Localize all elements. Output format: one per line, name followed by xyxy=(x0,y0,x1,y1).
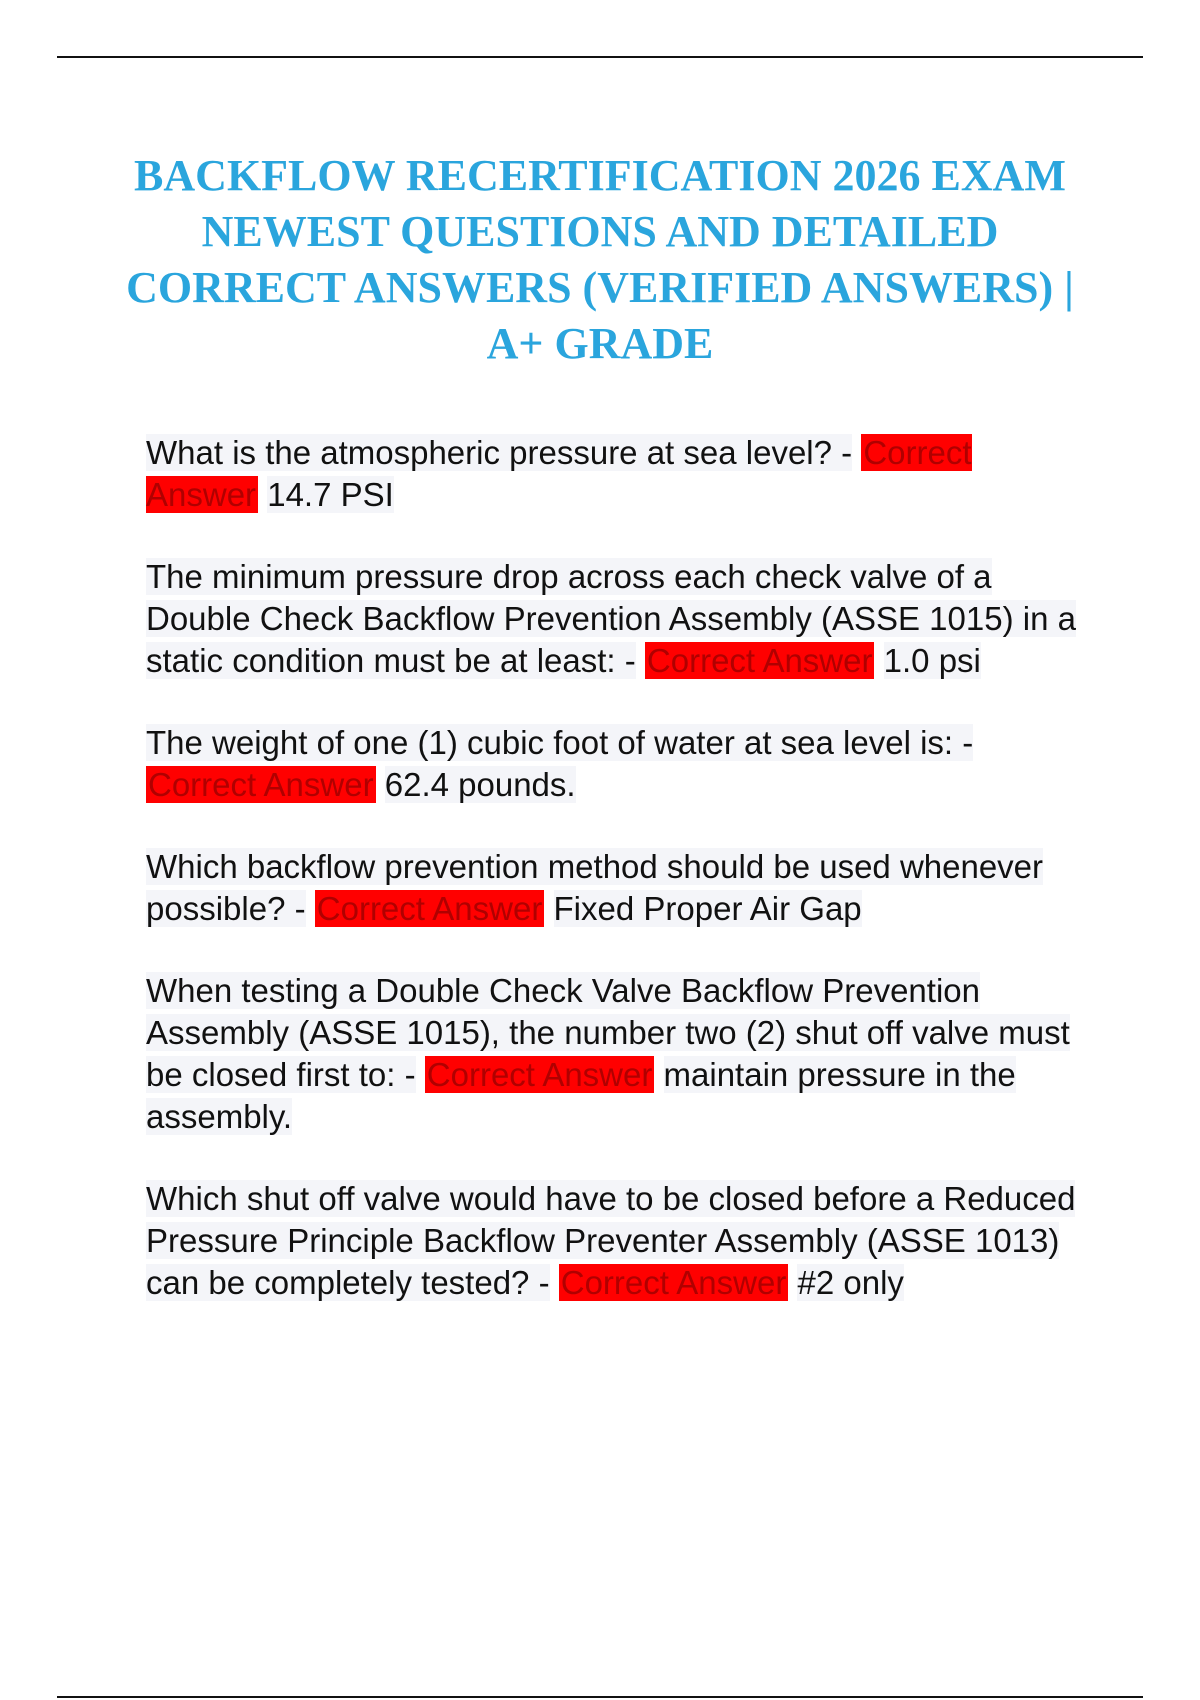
document-title: BACKFLOW RECERTIFICATION 2026 EXAM NEWEST QUESTIONS AND DETAILED CORRECT ANSWERS (VERIFIED ANSWERS) | A+ GRADE xyxy=(126,151,1074,368)
correct-answer-label: Correct Answer xyxy=(148,766,374,803)
qa-list xyxy=(146,432,1086,1344)
correct-answer-label: Correct Answer xyxy=(560,1264,787,1301)
question-text: The minimum pressure drop across each check valve of a Double Check Backflow Prevention Assembly (ASSE 1015) in a static condition must be at least: - xyxy=(146,558,1076,679)
question-text: The weight of one (1) cubic foot of water at sea level is: - xyxy=(146,724,974,761)
qa-item xyxy=(146,556,1086,682)
qa-item xyxy=(146,432,1086,516)
correct-answer-label: Correct Answer xyxy=(146,434,972,513)
bottom-divider xyxy=(57,1696,1143,1698)
question-text: Which shut off valve would have to be closed before a Reduced Pressure Principle Backflow Preventer Assembly (ASSE 1013) can be completely tested? - xyxy=(146,1180,1076,1301)
answer-text: 1.0 psi xyxy=(883,642,981,679)
answer-text: Fixed Proper Air Gap xyxy=(553,890,862,927)
question-text: What is the atmospheric pressure at sea level? - xyxy=(146,434,853,471)
qa-item xyxy=(146,1178,1086,1304)
answer-text: #2 only xyxy=(797,1264,904,1301)
answer-text: 62.4 pounds. xyxy=(384,766,576,803)
correct-answer-label: Correct Answer xyxy=(646,642,873,679)
question-text: Which backflow prevention method should be used whenever possible? - xyxy=(146,848,1044,927)
qa-item xyxy=(146,970,1086,1138)
answer-text: 14.7 PSI xyxy=(267,476,394,513)
answer-text: maintain pressure in the assembly. xyxy=(146,1056,1016,1135)
question-text: When testing a Double Check Valve Backflow Prevention Assembly (ASSE 1015), the number two (2) shut off valve must be closed first to: - xyxy=(146,972,1070,1093)
top-divider xyxy=(57,56,1143,58)
correct-answer-label: Correct Answer xyxy=(316,890,543,927)
correct-answer-label: Correct Answer xyxy=(426,1056,653,1093)
qa-item xyxy=(146,722,1086,806)
qa-item xyxy=(146,846,1086,930)
